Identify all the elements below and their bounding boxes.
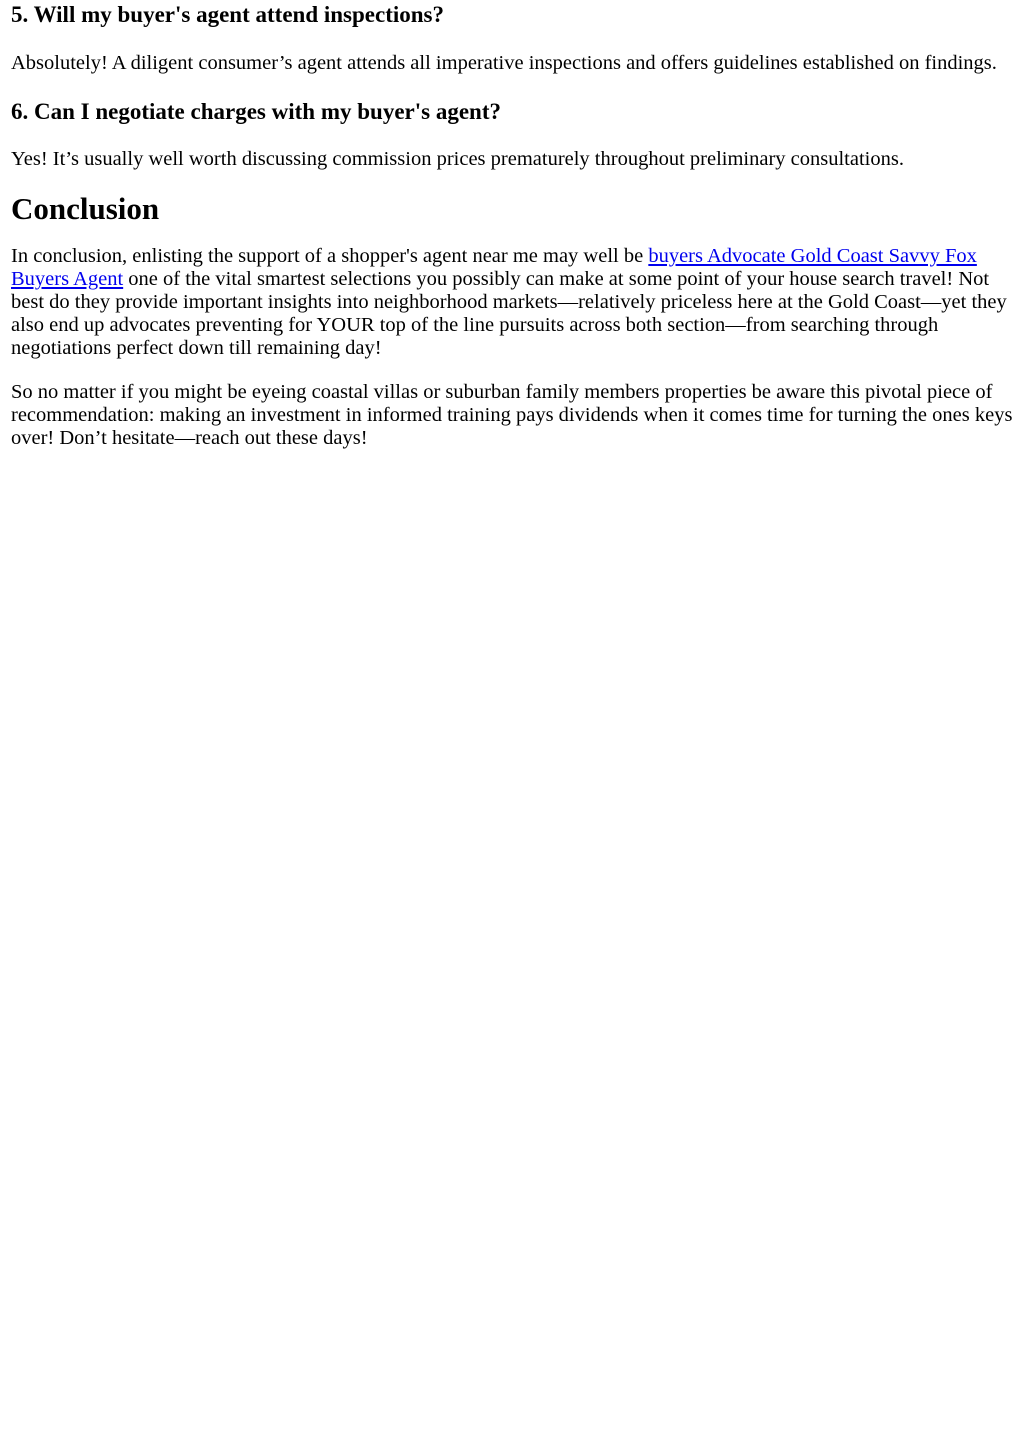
conclusion-paragraph-2: So no matter if you might be eyeing coastal villas or suburban family members properties be aware this pivotal piece of recommendation: making an investment in informed training pays dividends when it comes time for turning the ones keys over! Don’t hesitate—reach out these days! [11,381,1013,449]
conclusion-p1-text-after: one of the vital smartest selections you possibly can make at some point of your house search travel! Not best do they provide important insights into neighborhood markets—relatively priceless here at the Gold Coast—yet they also end up advocates preventing for YOUR top of the line pursuits across both section—from searching through negotiations perfect down till remaining day! [11,268,1007,359]
faq-question-6: 6. Can I negotiate charges with my buyer's agent? [11,99,501,124]
faq-answer-6: Yes! It’s usually well worth discussing commission prices prematurely throughout preliminary consultations. [11,148,904,170]
buyers-advocate-link[interactable]: buyers Advocate Gold Coast Savvy Fox Buyers Agent [11,245,977,290]
faq-question-5: 5. Will my buyer's agent attend inspections? [11,2,444,27]
conclusion-paragraph-1 [11,245,1016,360]
conclusion-p1-text-before: In conclusion, enlisting the support of a shopper's agent near me may well be [11,245,649,267]
conclusion-heading: Conclusion [11,191,160,226]
faq-answer-5: Absolutely! A diligent consumer’s agent attends all imperative inspections and offers guidelines established on findings. [11,52,997,74]
